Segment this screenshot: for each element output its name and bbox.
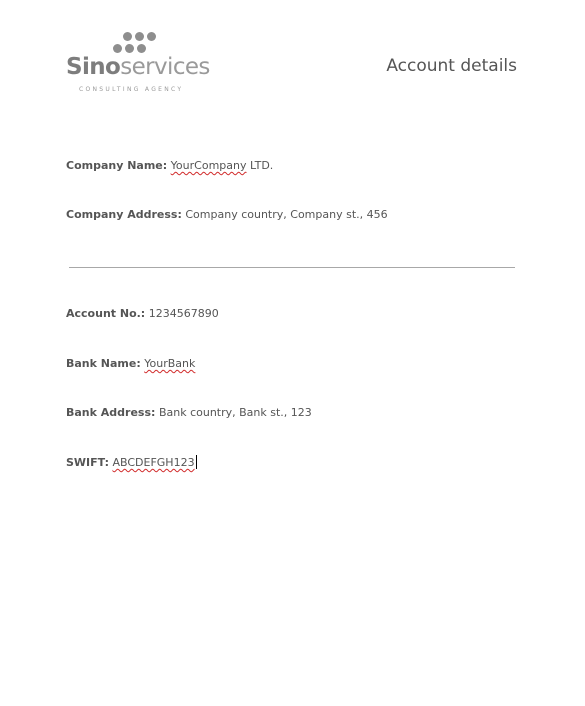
bank-address-label: Bank Address: <box>66 406 156 419</box>
company-address-value[interactable]: Company country, Company st., 456 <box>185 208 388 221</box>
bank-name-line[interactable] <box>66 356 195 372</box>
bank-name-label: Bank Name: <box>66 357 141 370</box>
bank-address-value[interactable]: Bank country, Bank st., 123 <box>158 406 312 419</box>
company-name-suffix: LTD. <box>246 159 274 172</box>
bank-address-line[interactable] <box>66 405 312 421</box>
text-cursor <box>196 455 197 469</box>
account-number-line[interactable] <box>66 306 219 322</box>
logo-wordmark <box>66 52 210 82</box>
company-address-line[interactable] <box>66 207 388 223</box>
company-name-misspelled-word[interactable]: YourCompany <box>170 159 247 172</box>
document-title: Account details <box>386 56 517 76</box>
logo-tagline: CONSULTING AGENCY <box>79 86 184 93</box>
company-logo <box>66 30 210 100</box>
section-divider <box>69 267 515 268</box>
logo-word-light: services <box>120 54 210 80</box>
swift-line[interactable] <box>66 455 197 471</box>
company-name-label: Company Name: <box>66 159 168 172</box>
company-name-line[interactable] <box>66 158 273 174</box>
company-address-label: Company Address: <box>66 208 182 221</box>
account-number-value[interactable]: 1234567890 <box>148 307 219 320</box>
account-number-label: Account No.: <box>66 307 146 320</box>
bank-name-value[interactable]: YourBank <box>144 357 196 370</box>
logo-word-bold: Sino <box>66 54 121 80</box>
swift-value[interactable]: ABCDEFGH123 <box>112 456 195 469</box>
company-name-value[interactable] <box>171 159 274 172</box>
swift-label: SWIFT: <box>66 456 109 469</box>
